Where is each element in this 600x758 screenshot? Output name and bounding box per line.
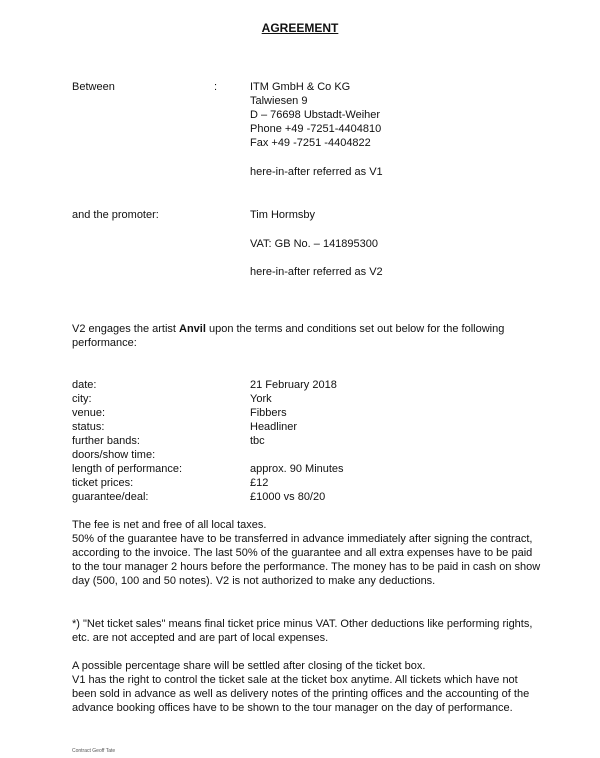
party2-name: Tim Hormsby bbox=[250, 209, 315, 221]
detail-value: approx. 90 Minutes bbox=[250, 463, 344, 475]
engagement-paragraph bbox=[72, 322, 542, 350]
party1-reference: here-in-after referred as V1 bbox=[250, 166, 383, 178]
between-label: Between bbox=[72, 81, 115, 93]
engagement-rest: upon the terms and conditions set out below for the following performance: bbox=[72, 323, 505, 349]
document-title: AGREEMENT bbox=[261, 21, 339, 35]
party2-vat: VAT: GB No. – 141895300 bbox=[250, 238, 379, 250]
detail-label: date: bbox=[72, 379, 97, 391]
detail-value: tbc bbox=[250, 435, 265, 447]
detail-label: length of performance: bbox=[72, 463, 183, 475]
detail-label: city: bbox=[72, 393, 92, 405]
party1-fax: Fax +49 -7251 -4404822 bbox=[250, 137, 371, 149]
detail-value: Headliner bbox=[250, 421, 298, 433]
ticket-control-paragraph: V1 has the right to control the ticket sale at the ticket box anytime. All tickets which have not been sold in advance as well as delivery notes of the printing offices and the accounting of the advance booking offices have to be shown to the tour manager on the day of performance. bbox=[72, 674, 530, 714]
detail-value: £12 bbox=[250, 477, 269, 489]
detail-value: £1000 vs 80/20 bbox=[250, 491, 326, 503]
promoter-label: and the promoter: bbox=[72, 209, 159, 221]
footer-note: Contract Geoff Tate bbox=[72, 748, 116, 754]
colon-separator: : bbox=[214, 81, 218, 93]
party1-phone: Phone +49 -7251-4404810 bbox=[250, 123, 382, 135]
engagement-intro: V2 engages the artist bbox=[72, 323, 180, 335]
detail-label: status: bbox=[72, 421, 105, 433]
detail-label: further bands: bbox=[72, 435, 140, 447]
party1-street: Talwiesen 9 bbox=[250, 95, 308, 107]
artist-name: Anvil bbox=[179, 323, 206, 335]
party2-reference: here-in-after referred as V2 bbox=[250, 266, 383, 278]
detail-value: York bbox=[250, 393, 272, 405]
detail-value: 21 February 2018 bbox=[250, 379, 337, 391]
detail-label: ticket prices: bbox=[72, 477, 134, 489]
payment-paragraph: 50% of the guarantee have to be transferred in advance immediately after signing the contract, according to the invoice. The last 50% of the guarantee and all extra expenses have to be paid to the tour manager 2 hours before the performance. The money has to be paid in cash on show day (500, 100 and 50 notes). V2 is not authorized to make any deductions. bbox=[72, 533, 541, 587]
fee-paragraph: The fee is net and free of all local taxes. bbox=[72, 519, 267, 531]
detail-label: venue: bbox=[72, 407, 106, 419]
net-ticket-sales-paragraph: *) "Net ticket sales" means final ticket price minus VAT. Other deductions like performing rights, etc. are not accepted and are part of local expenses. bbox=[72, 618, 533, 644]
detail-label: guarantee/deal: bbox=[72, 491, 149, 503]
detail-value: Fibbers bbox=[250, 407, 287, 419]
percentage-share-paragraph: A possible percentage share will be settled after closing of the ticket box. bbox=[72, 660, 426, 672]
party1-city: D – 76698 Ubstadt-Weiher bbox=[250, 109, 381, 121]
party1-name: ITM GmbH & Co KG bbox=[250, 81, 351, 93]
detail-label: doors/show time: bbox=[72, 449, 156, 461]
